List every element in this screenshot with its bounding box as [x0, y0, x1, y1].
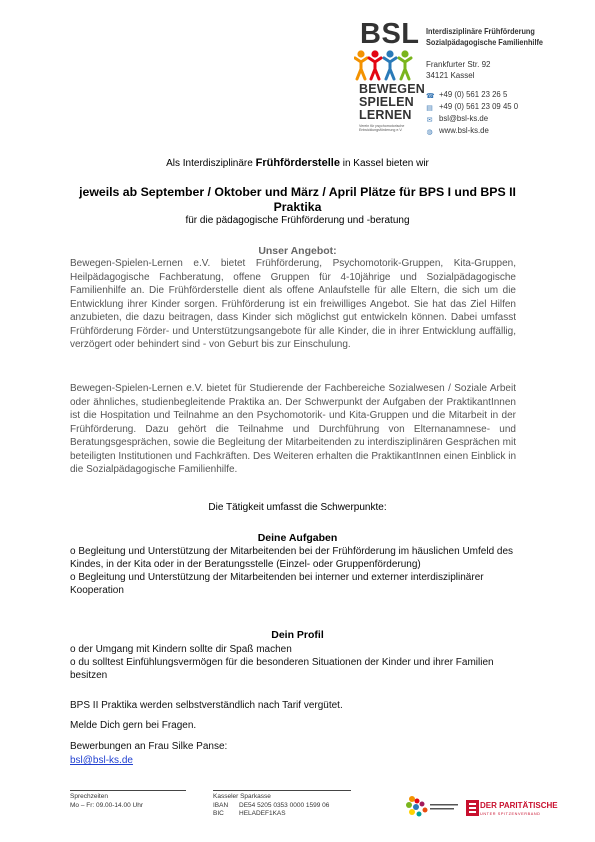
website-address[interactable]: www.bsl-ks.de	[439, 126, 489, 135]
contact-phone	[426, 90, 507, 100]
list-item: o du solltest Einfühlungsvermögen für die besonderen Situationen der Kinder und ihrer Familien besitzen	[70, 657, 494, 681]
footer-bank	[213, 793, 329, 819]
logo-tagline: Verein für psychomotorische Entwicklungsförderung e.V.	[359, 124, 405, 132]
bank-title: Kasseler Sparkasse	[213, 793, 271, 800]
iban-row	[213, 802, 329, 811]
email-icon: ✉	[426, 117, 433, 124]
logo-figures-icon	[354, 49, 414, 81]
contact-web[interactable]	[426, 126, 489, 136]
verguetung-line: BPS II Praktika werden selbstverständlich nach Tarif vergütet.	[70, 700, 343, 711]
org-name-line1: Interdisziplinäre Frühförderung	[426, 26, 535, 36]
logo-abbreviation: BSL	[360, 18, 420, 50]
fax-icon: ▤	[426, 105, 433, 112]
logo-line-lernen: LERNEN	[359, 108, 412, 122]
logo-line-bewegen: BEWEGEN	[359, 82, 425, 96]
figure-red	[369, 50, 381, 79]
section-title-profil: Dein Profil	[271, 629, 324, 641]
hours-title: Sprechzeiten	[70, 793, 108, 800]
contact-email[interactable]	[426, 114, 488, 124]
footer-divider-right	[213, 790, 351, 791]
figure-blue	[384, 50, 396, 79]
list-item: o Begleitung und Unterstützung der Mitarbeitenden bei der Frühförderung im häuslichen Umfeld des Kindes, in der Kita oder in der Beratungsstelle (Einzel- oder Gruppenförderung)	[70, 546, 514, 570]
intro-bold: Frühförderstelle	[255, 157, 340, 169]
paritaet-mark-icon	[466, 800, 479, 816]
org-name	[426, 26, 543, 48]
intro-line	[0, 157, 595, 169]
org-name-line2: Sozialpädagogische Familienhilfe	[426, 37, 543, 47]
subheadline: für die pädagogische Frühförderung und -beratung	[185, 215, 410, 226]
org-street: Frankfurter Str. 92	[426, 60, 491, 69]
list-item: o der Umgang mit Kindern sollte dir Spaß machen	[70, 644, 292, 655]
footer-divider-left	[70, 790, 186, 791]
fax-number: +49 (0) 561 23 09 45 0	[439, 102, 519, 111]
globe-icon: ◍	[426, 129, 433, 136]
bewerbung-line: Bewerbungen an Frau Silke Panse:	[70, 741, 228, 752]
email-address[interactable]: bsl@bsl-ks.de	[439, 114, 489, 123]
contact-fax	[426, 102, 518, 112]
iban-value: DE54 5205 0353 0000 1599 06	[239, 801, 330, 809]
hours-value: Mo – Fr: 09.00-14.00 Uhr	[70, 801, 143, 809]
logo-line-spielen: SPIELEN	[359, 95, 414, 109]
angebot-paragraph-2: Bewegen-Spielen-Lernen e.V. bietet für Studierende der Fachbereiche Sozialwesen / Soziale Arbeit oder ähnliches, studienbegleitende Praktika an. Der Schwerpunkt der Aufgaben der PraktikantInnen ist die Hospitation und Teilnahme an den Psychomotorik- und Kita-Gruppen und die Mitarbeit in der Frühförderung. Dazu gehört die Teilnahme und Durchführung von Elternanamnese- und Beratungsgesprächen, sowie die Begleitung der Mitarbeitenden zu interdisziplinären Gesprächen mit beteiligten Institutionen und Fachkräften. Des Weiteren erhalten die PraktikantInnen einen Einblick in die Sozialpädagogische Familienhilfe.	[70, 383, 516, 475]
partner-logo-dots-icon	[404, 795, 462, 819]
section-title-aufgaben: Deine Aufgaben	[257, 532, 338, 544]
iban-label: IBAN	[213, 801, 229, 809]
org-city: 34121 Kassel	[426, 71, 475, 80]
bic-label: BIC	[213, 810, 224, 817]
bic-value: HELADEF1KAS	[239, 810, 286, 817]
footer-office-hours	[70, 793, 143, 810]
headline: jeweils ab September / Oktober und März / April Plätze für BPS I und BPS II Praktika	[79, 185, 516, 214]
section-title-angebot: Unser Angebot:	[258, 245, 337, 257]
list-item: o Begleitung und Unterstützung der Mitarbeitenden bei interner und externer interdisziplinärer Kooperation	[70, 572, 484, 596]
figure-green	[399, 50, 411, 79]
angebot-paragraph-1: Bewegen-Spielen-Lernen e.V. bietet Frühförderung, Psychomotorik-Gruppen, Kita-Gruppen, Heilpädagogische Fachberatung, offene Gruppen für 4-10jährige und Sozialpädagogische Familienhilfe an. Die Frühförderstelle dient als offene Anlaufstelle für alle Eltern, die sich um die Entwicklung ihrer Kinder sorgen. Frühförderung ist ein freiwilliges Angebot. Sie hat das Ziel Hilfen anzubieten, die dazu beitragen, dass Kinder sich möglichst gut entwickeln können. Dabei umfasst Frühförderung Förder- und Unterstützungsangebote für alle Kinder, die in ihrer Entwicklung auffällig, verzögert oder behindert sind - von Geburt bis zur Einschulung.	[70, 258, 516, 350]
intro-before: Als Interdisziplinäre	[166, 158, 256, 169]
melde-line: Melde Dich gern bei Fragen.	[70, 720, 197, 731]
profil-list	[70, 643, 516, 682]
schwerpunkte-line: Die Tätigkeit umfasst die Schwerpunkte:	[208, 502, 387, 513]
phone-number: +49 (0) 561 23 26 5	[439, 90, 508, 99]
phone-icon: ☎	[426, 93, 435, 100]
org-address	[426, 59, 490, 81]
intro-after: in Kassel bieten wir	[339, 158, 429, 169]
paritaet-logo-name: DER PARITÄTISCHE	[480, 801, 558, 810]
paritaet-logo-sub: UNTER SPITZENVERBAND	[480, 812, 541, 816]
aufgaben-list	[70, 545, 516, 597]
figure-orange	[355, 50, 367, 79]
bic-row	[213, 810, 329, 819]
application-email-link[interactable]: bsl@bsl-ks.de	[70, 755, 133, 766]
